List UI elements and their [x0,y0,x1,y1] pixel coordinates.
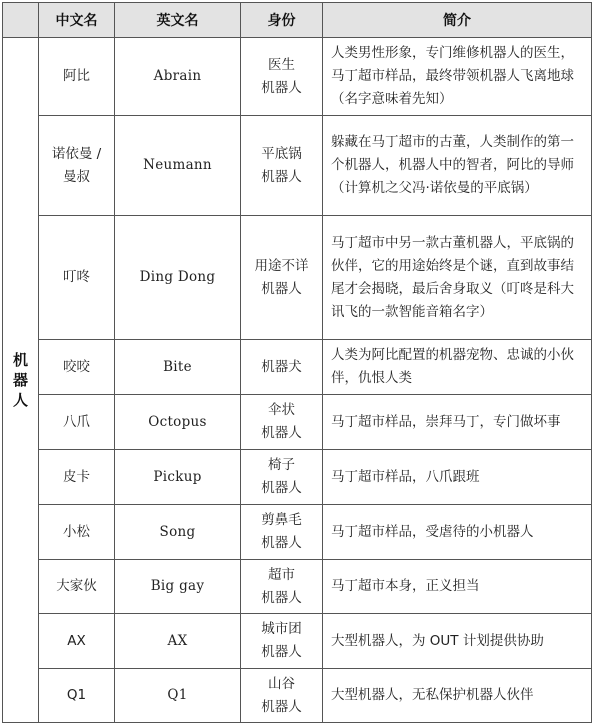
cell-description: 马丁超市样品，崇拜马丁，专门做坏事 [323,395,592,450]
cell-identity: 城市团 机器人 [241,614,323,669]
cell-chinese-name: 阿比 [39,38,115,116]
cell-identity: 剪鼻毛 机器人 [241,505,323,560]
cell-identity: 山谷 机器人 [241,669,323,723]
table-row [3,560,592,614]
cell-identity: 机器犬 [241,340,323,395]
header-english-name: 英文名 [115,3,241,38]
cell-english-name: Q1 [115,669,241,723]
table-row [3,614,592,669]
table-row [3,216,592,340]
cell-identity: 椅子 机器人 [241,450,323,505]
cell-description: 躲藏在马丁超市的古董，人类制作的第一个机器人，机器人中的智者，阿比的导师（计算机之父冯·诺依曼的平底锅） [323,116,592,216]
header-description: 简介 [323,3,592,38]
cell-english-name: Neumann [115,116,241,216]
cell-identity: 用途不详 机器人 [241,216,323,340]
cell-identity: 伞状 机器人 [241,395,323,450]
cell-description: 大型机器人，无私保护机器人伙伴 [323,669,592,723]
cell-description: 马丁超市样品，受虐待的小机器人 [323,505,592,560]
robot-character-table [2,2,592,723]
header-identity: 身份 [241,3,323,38]
cell-identity: 超市 机器人 [241,560,323,614]
cell-description: 马丁超市本身，正义担当 [323,560,592,614]
cell-description: 马丁超市样品，八爪跟班 [323,450,592,505]
cell-description: 马丁超市中另一款古董机器人，平底锅的伙伴，它的用途始终是个谜，直到故事结尾才会揭晓，最后舍身取义（叮咚是科大讯飞的一款智能音箱名字） [323,216,592,340]
header-row [3,3,592,38]
cell-chinese-name: 大家伙 [39,560,115,614]
cell-english-name: Big gay [115,560,241,614]
cell-identity: 平底锅 机器人 [241,116,323,216]
group-label-char: 器 [12,371,28,389]
cell-description: 人类为阿比配置的机器宠物、忠诚的小伙伴，仇恨人类 [323,340,592,395]
table-container [2,2,592,723]
cell-english-name: Pickup [115,450,241,505]
header-chinese-name: 中文名 [39,3,115,38]
cell-chinese-name: AX [39,614,115,669]
cell-chinese-name: 咬咬 [39,340,115,395]
table-row [3,395,592,450]
table-body [3,38,592,723]
cell-english-name: Song [115,505,241,560]
table-row [3,340,592,395]
cell-english-name: Bite [115,340,241,395]
cell-english-name: AX [115,614,241,669]
cell-identity: 医生 机器人 [241,38,323,116]
cell-description: 大型机器人，为 OUT 计划提供协助 [323,614,592,669]
table-row [3,116,592,216]
cell-english-name: Octopus [115,395,241,450]
cell-english-name: Abrain [115,38,241,116]
cell-chinese-name: 小松 [39,505,115,560]
group-label-char: 人 [12,391,28,409]
table-row [3,38,592,116]
cell-chinese-name: 诺依曼 / 曼叔 [39,116,115,216]
table-row [3,505,592,560]
cell-chinese-name: 八爪 [39,395,115,450]
cell-chinese-name: 皮卡 [39,450,115,505]
cell-description: 人类男性形象，专门维修机器人的医生，马丁超市样品，最终带领机器人飞离地球（名字意味着先知） [323,38,592,116]
header-corner [3,3,39,38]
group-label-char: 机 [12,351,28,369]
cell-chinese-name: Q1 [39,669,115,723]
group-label-robot [3,38,39,723]
cell-english-name: Ding Dong [115,216,241,340]
table-row [3,669,592,723]
cell-chinese-name: 叮咚 [39,216,115,340]
table-row [3,450,592,505]
